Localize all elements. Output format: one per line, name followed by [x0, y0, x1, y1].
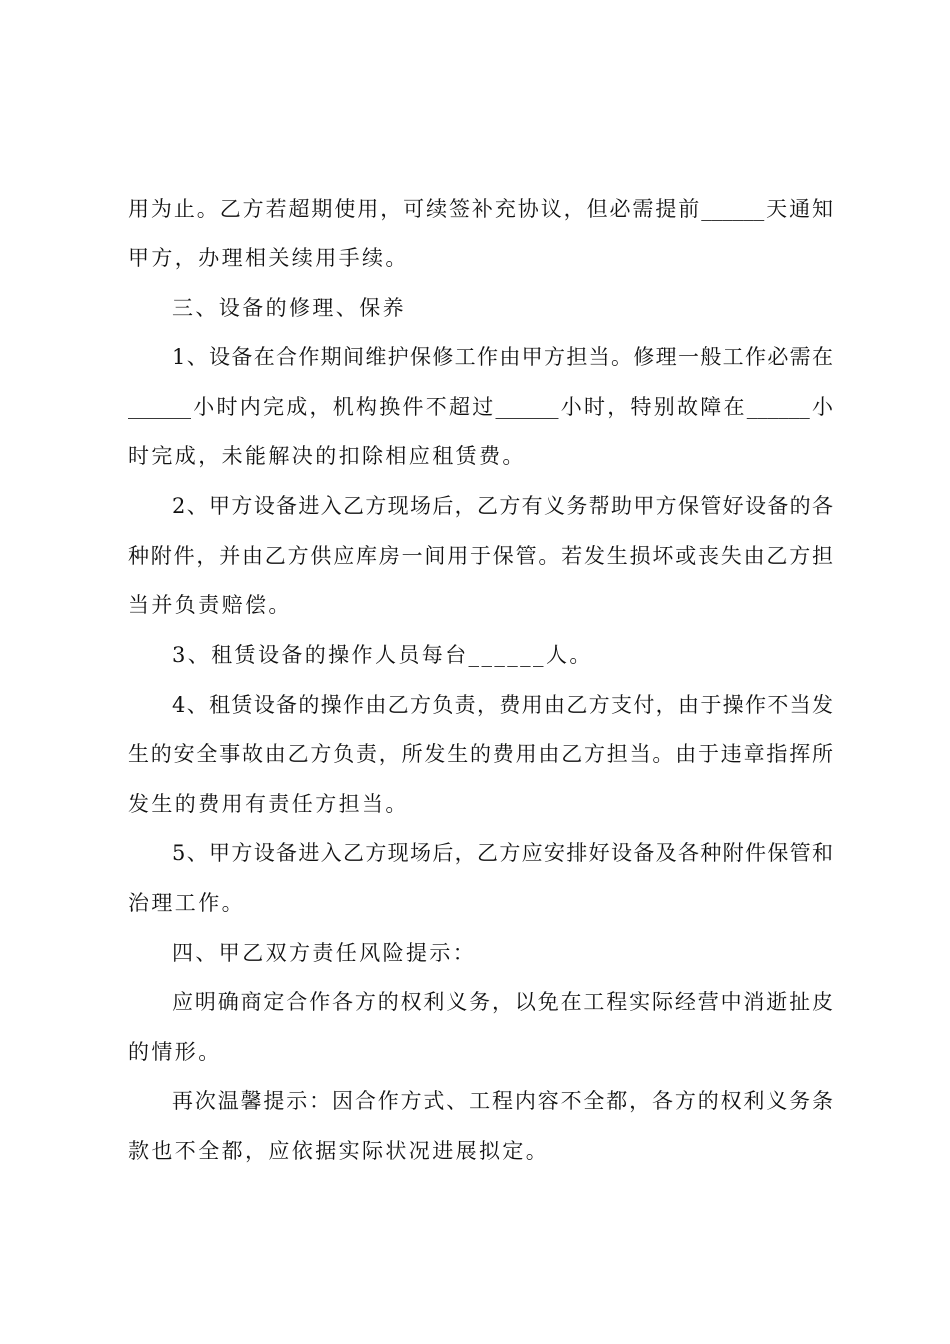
text-line: 当并负责赔偿。: [128, 593, 292, 617]
text-line: 3、租赁设备的操作人员每台______人。: [172, 643, 593, 667]
text-line: 治理工作。: [128, 891, 245, 915]
text-line: ______小时内完成，机构换件不超过______小时，特别故障在______小: [128, 395, 833, 419]
text-line: 时完成，未能解决的扣除相应租赁费。: [128, 444, 526, 468]
text-line: 再次温馨提示：因合作方式、工程内容不全都，各方的权利义务条: [172, 1089, 833, 1113]
text-line: 应明确商定合作各方的权利义务，以免在工程实际经营中消逝扯皮: [172, 990, 833, 1014]
text-line: 发生的费用有责任方担当。: [128, 792, 409, 816]
text-line: 生的安全事故由乙方负责，所发生的费用由乙方担当。由于违章指挥所: [128, 742, 833, 766]
text-line: 的情形。: [128, 1040, 222, 1064]
text-line: 4、租赁设备的操作由乙方负责，费用由乙方支付，由于操作不当发: [172, 693, 833, 717]
section-heading: 三、设备的修理、保养: [172, 296, 406, 320]
text-line: 甲方，办理相关续用手续。: [128, 246, 409, 270]
text-line: 款也不全都，应依据实际状况进展拟定。: [128, 1139, 550, 1163]
text-line: 2、甲方设备进入乙方现场后，乙方有义务帮助甲方保管好设备的各: [172, 494, 833, 518]
text-line: 种附件，并由乙方供应库房一间用于保管。若发生损坏或丧失由乙方担: [128, 544, 833, 568]
text-line: 用为止。乙方若超期使用，可续签补充协议，但必需提前______天通知: [128, 197, 833, 221]
text-line: 1、设备在合作期间维护保修工作由甲方担当。修理一般工作必需在: [172, 345, 833, 369]
text-line: 5、甲方设备进入乙方现场后，乙方应安排好设备及各种附件保管和: [172, 841, 833, 865]
section-heading: 四、甲乙双方责任风险提示：: [172, 941, 477, 965]
